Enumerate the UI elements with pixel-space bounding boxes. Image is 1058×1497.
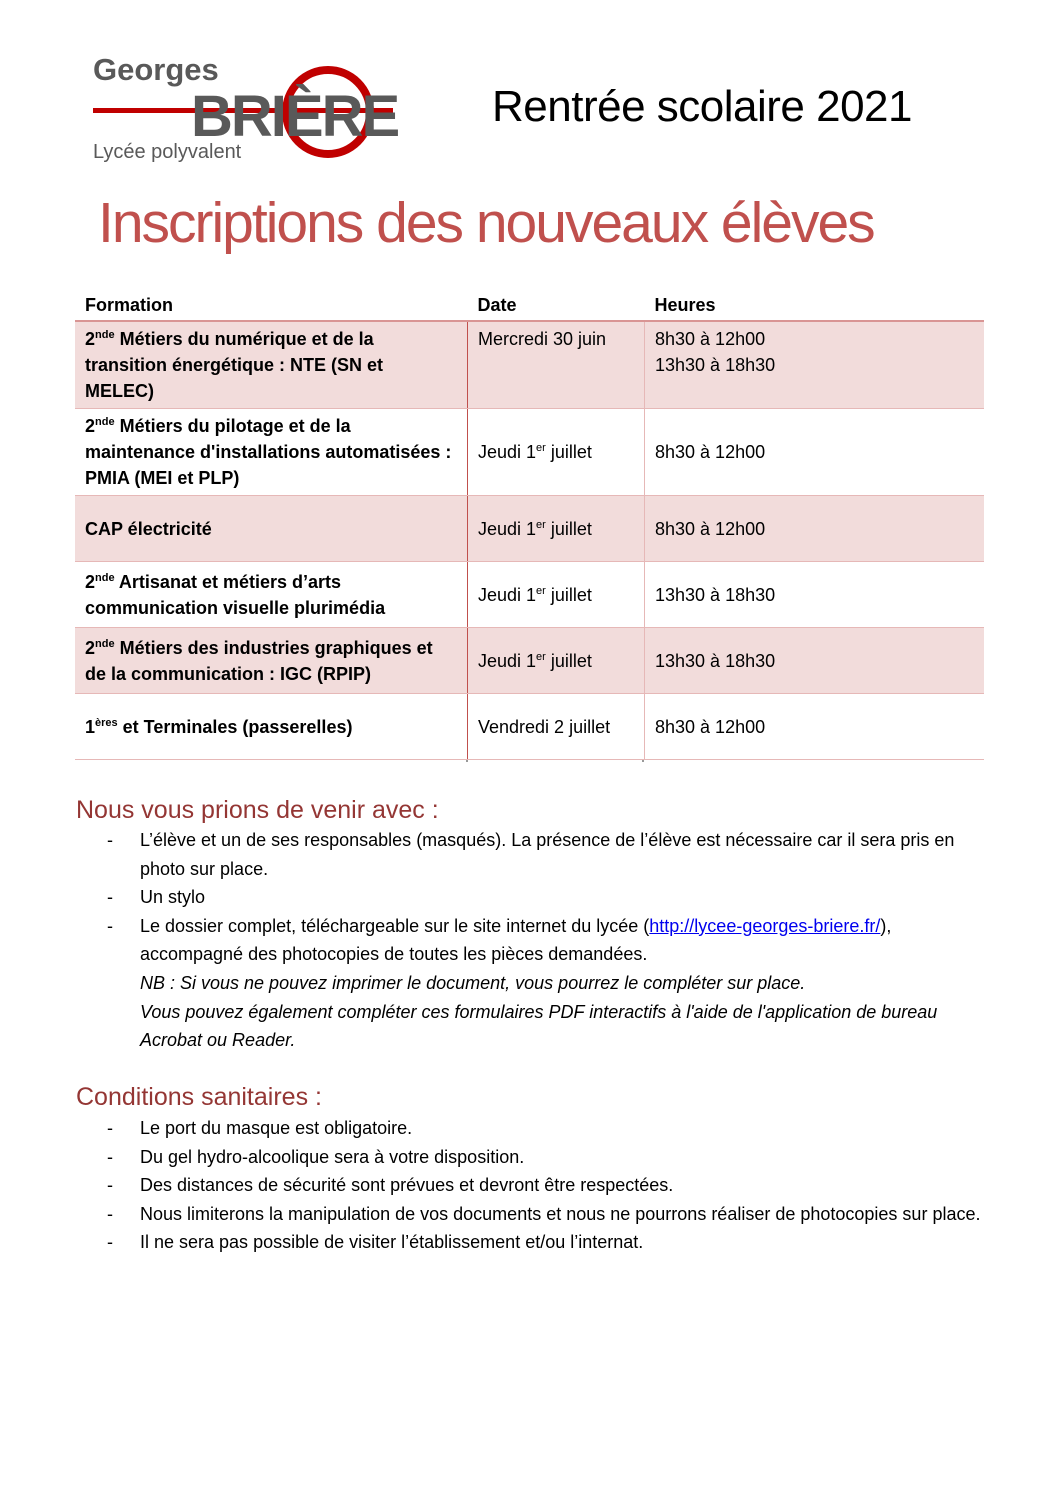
hours-cell: 8h30 à 12h00 (645, 409, 985, 496)
table-row (75, 409, 984, 496)
stray-dot (466, 760, 468, 762)
table-header-row (75, 290, 984, 321)
bring-section-title: Nous vous prions de venir avec : (76, 796, 439, 824)
list-item: - Un stylo (105, 883, 985, 912)
hours-cell: 8h30 à 12h00 13h30 à 18h30 (645, 321, 985, 409)
school-website-link[interactable]: http://lycee-georges-briere.fr/ (649, 915, 881, 936)
header-date: Date (468, 290, 645, 321)
logo-last-name: BRIÈRE (191, 84, 399, 149)
list-item: - Nous limiterons la manipulation de vos documents et nous ne pourrons réaliser de photocopies sur place. (105, 1200, 985, 1229)
date-cell: Jeudi 1er juillet (468, 562, 645, 628)
hours-cell: 8h30 à 12h00 (645, 694, 985, 760)
bring-list (105, 826, 985, 1055)
hours-cell: 8h30 à 12h00 (645, 496, 985, 562)
date-cell: Jeudi 1er juillet (468, 628, 645, 694)
list-item: - Il ne sera pas possible de visiter l’établissement et/ou l’internat. (105, 1228, 985, 1257)
list-item: - Le port du masque est obligatoire. (105, 1114, 985, 1143)
logo-graphic (88, 50, 418, 165)
logo-first-name: Georges (93, 52, 219, 87)
print-note: NB : Si vous ne pouvez imprimer le document, vous pourrez le compléter sur place. (140, 972, 806, 993)
health-list (105, 1114, 985, 1257)
table-row (75, 628, 984, 694)
list-item: - L’élève et un de ses responsables (masqués). La présence de l’élève est nécessaire car il sera pris en photo sur place. (105, 826, 985, 883)
formation-cell: 2nde Métiers du pilotage et de la maintenance d'installations automatisées : PMIA (MEI et PLP) (75, 409, 468, 496)
schedule-table (75, 290, 984, 760)
table-row (75, 496, 984, 562)
logo-subtitle: Lycée polyvalent (93, 141, 242, 163)
main-title: Inscriptions des nouveaux élèves (98, 191, 874, 255)
table-row (75, 562, 984, 628)
hours-cell: 13h30 à 18h30 (645, 628, 985, 694)
header-hours: Heures (645, 290, 985, 321)
date-cell: Mercredi 30 juin (468, 321, 645, 409)
hours-cell: 13h30 à 18h30 (645, 562, 985, 628)
table-row (75, 321, 984, 409)
formation-cell: 2nde Métiers des industries graphiques et de la communication : IGC (RPIP) (75, 628, 468, 694)
header-title: Rentrée scolaire 2021 (492, 82, 912, 131)
stray-dot (642, 760, 644, 762)
date-cell: Jeudi 1er juillet (468, 409, 645, 496)
health-section-title: Conditions sanitaires : (76, 1083, 322, 1111)
list-item: - Du gel hydro-alcoolique sera à votre disposition. (105, 1143, 985, 1172)
list-item: - Des distances de sécurité sont prévues et devront être respectées. (105, 1171, 985, 1200)
formation-cell: 2nde Artisanat et métiers d’arts communication visuelle plurimédia (75, 562, 468, 628)
formation-cell: 2nde Métiers du numérique et de la transition énergétique : NTE (SN et MELEC) (75, 321, 468, 409)
date-cell: Jeudi 1er juillet (468, 496, 645, 562)
formation-cell: 1ères et Terminales (passerelles) (75, 694, 468, 760)
pdf-note: Vous pouvez également compléter ces formulaires PDF interactifs à l'aide de l'application de bureau Acrobat ou Reader. (140, 1001, 938, 1051)
list-item: - Le dossier complet, téléchargeable sur le site internet du lycée (http://lycee-georges-briere.fr/), accompagné des photocopies de toutes les pièces demandées. NB : Si vous ne pouvez imprimer le document, vous pourrez le compléter sur place. Vous pouvez également compléter ces formulaires PDF interactifs à l'aide de l'application de bureau Acrobat ou Reader. (105, 912, 985, 1055)
school-logo (88, 50, 418, 165)
header-formation: Formation (75, 290, 468, 321)
table-row (75, 694, 984, 760)
date-cell: Vendredi 2 juillet (468, 694, 645, 760)
formation-cell: CAP électricité (75, 496, 468, 562)
